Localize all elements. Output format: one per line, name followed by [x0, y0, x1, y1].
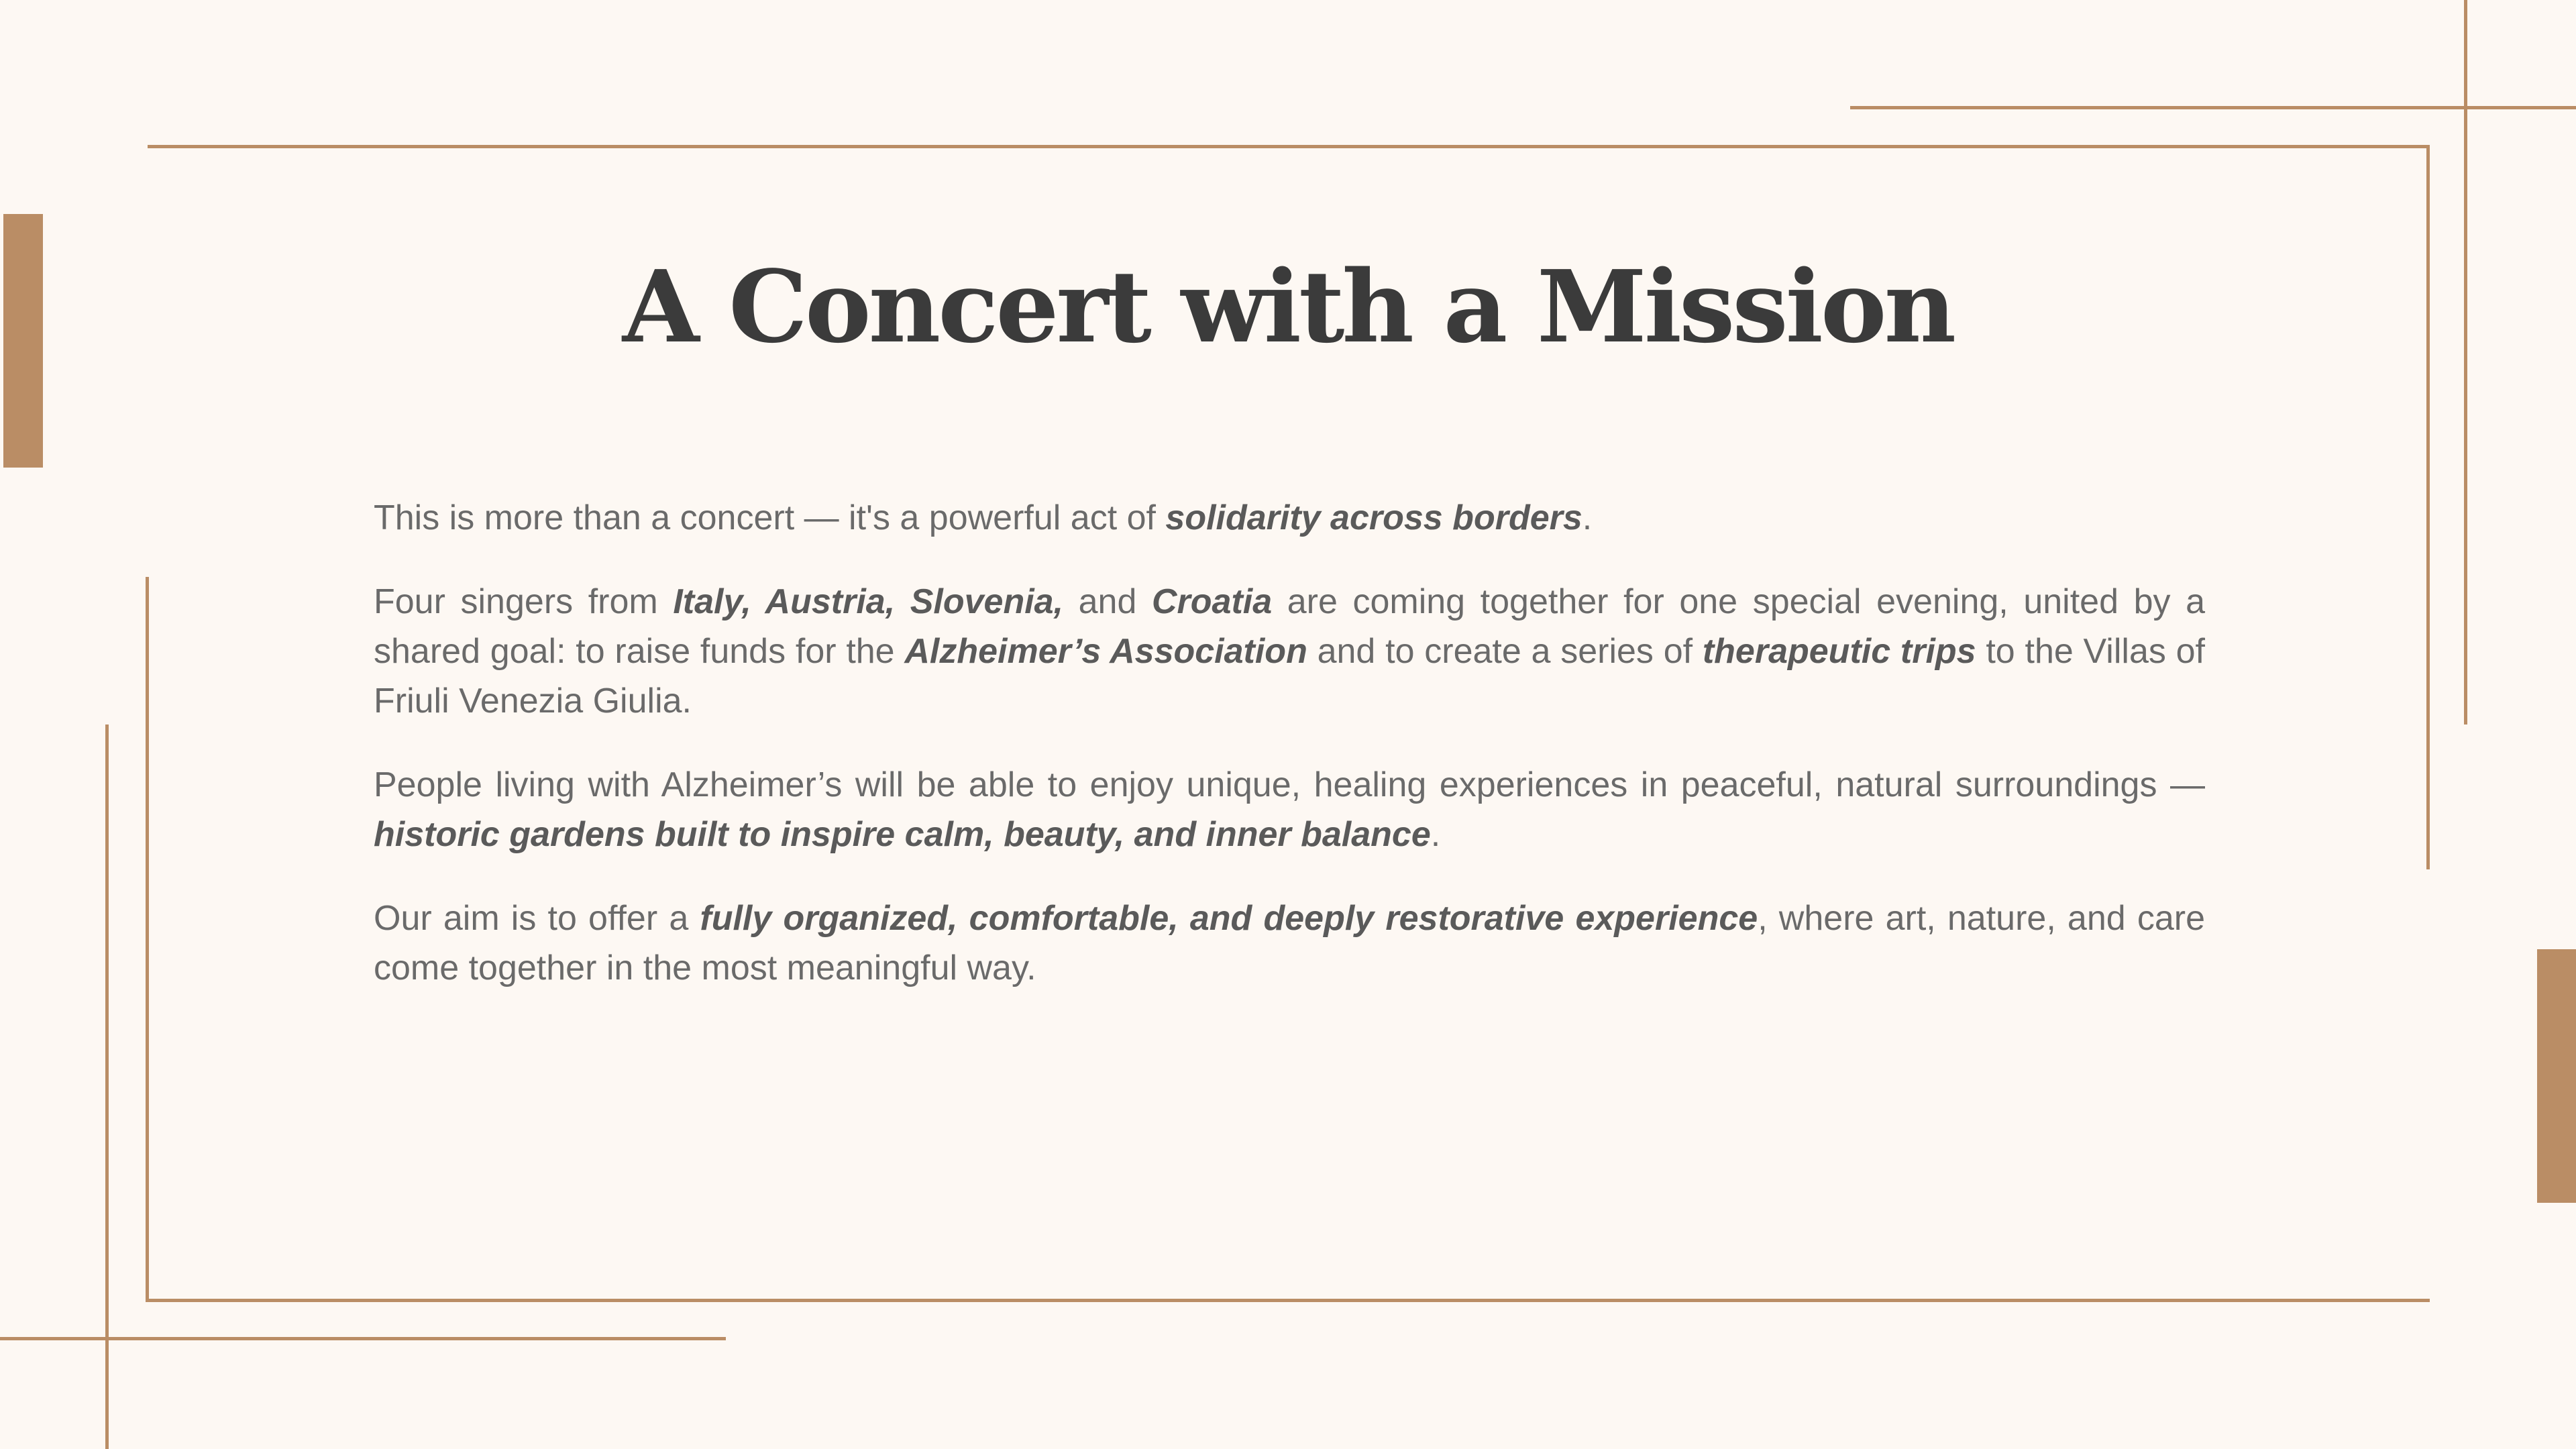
paragraph-text: to the Villas of Friuli Venezia Giulia.	[374, 632, 2206, 720]
frame-left-line	[146, 577, 149, 1302]
paragraph-text: , where art, nature, and care come together in the most meaningful way.	[374, 899, 2206, 987]
paragraph-singers	[374, 577, 2205, 726]
paragraph-text: This is more than a concert — it's a powerful act of	[374, 498, 1166, 537]
paragraph-emphasis: Italy, Austria, Slovenia,	[673, 582, 1064, 621]
paragraph-emphasis: therapeutic trips	[1702, 632, 1976, 671]
paragraph-emphasis: solidarity across borders	[1165, 498, 1582, 537]
paragraph-emphasis: fully organized, comfortable, and deeply restorative experience	[700, 899, 1758, 938]
paragraph-text: .	[1582, 498, 1593, 537]
paragraph-emphasis: Croatia	[1151, 582, 1273, 621]
slide-title: A Concert with a Mission	[622, 248, 1954, 365]
paragraph-experiences	[374, 760, 2205, 859]
frame-bottom-line	[146, 1299, 2430, 1302]
paragraph-solidarity	[374, 493, 2205, 543]
accent-block-right	[2537, 949, 2576, 1203]
paragraph-text: Four singers from	[374, 582, 674, 621]
paragraph-emphasis: Alzheimer’s Association	[904, 632, 1307, 671]
paragraph-text: .	[1430, 815, 1441, 854]
paragraph-text: and to create a series of	[1307, 632, 1703, 671]
corner-cross-bottom-left-vertical	[105, 724, 109, 1449]
paragraph-text: and	[1063, 582, 1152, 621]
corner-cross-bottom-left-horizontal	[0, 1337, 726, 1340]
paragraph-text: Our aim is to offer a	[374, 899, 700, 938]
frame-top-line	[148, 145, 2430, 148]
paragraph-aim	[374, 894, 2205, 993]
paragraph-text: are coming together for one special evening, united by a shared goal: to raise funds for the	[374, 582, 2206, 671]
paragraph-text: People living with Alzheimer’s will be able to enjoy unique, healing experiences in peaceful, natural surroundings —	[374, 765, 2205, 804]
paragraph-emphasis: historic gardens built to inspire calm, beauty, and inner balance	[374, 815, 1431, 854]
slide-body	[374, 493, 2205, 1027]
